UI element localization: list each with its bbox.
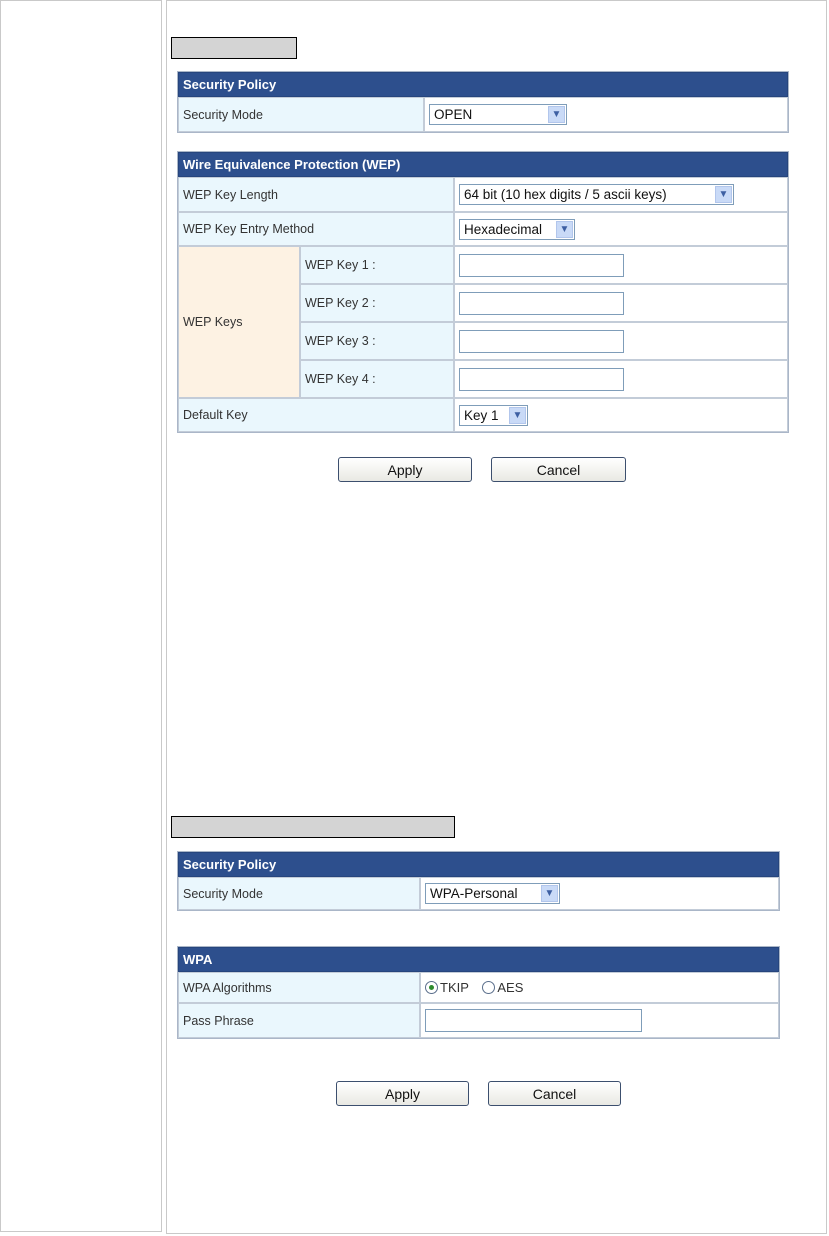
chevron-down-icon: ▼	[541, 885, 558, 902]
key-length-label: WEP Key Length	[178, 177, 454, 212]
wep-key-2-label: WEP Key 2 :	[300, 284, 454, 322]
wep-security-policy-table	[177, 71, 789, 133]
chevron-down-icon: ▼	[509, 407, 526, 424]
security-mode-value: WPA-Personal	[430, 886, 518, 901]
section-caption-wpa-personal	[171, 816, 455, 838]
wep-keys-group-label: WEP Keys	[178, 246, 300, 398]
security-mode-value: OPEN	[434, 107, 473, 122]
wep-key-3-label: WEP Key 3 :	[300, 322, 454, 360]
section-caption-open-wep	[171, 37, 297, 59]
key-length-select[interactable]	[459, 184, 734, 205]
wpa-cancel-button[interactable]: Cancel	[488, 1081, 621, 1106]
chevron-down-icon: ▼	[548, 106, 565, 123]
wep-key-3-input[interactable]	[459, 330, 624, 353]
tkip-radio[interactable]	[425, 981, 438, 994]
wep-apply-button[interactable]: Apply	[338, 457, 472, 482]
wep-key-2-input[interactable]	[459, 292, 624, 315]
wpa-settings-table	[177, 946, 780, 1039]
wep-key-1-input[interactable]	[459, 254, 624, 277]
security-policy-header: Security Policy	[178, 852, 779, 877]
wep-settings-table	[177, 151, 789, 433]
pass-phrase-input[interactable]	[425, 1009, 642, 1032]
wpa-header: WPA	[178, 947, 779, 972]
wep-cancel-button[interactable]: Cancel	[491, 457, 626, 482]
wep-key-4-input[interactable]	[459, 368, 624, 391]
default-key-value: Key 1	[464, 407, 499, 423]
wep-key-4-label: WEP Key 4 :	[300, 360, 454, 398]
entry-method-label: WEP Key Entry Method	[178, 212, 454, 246]
security-mode-label: Security Mode	[178, 877, 420, 910]
security-policy-header: Security Policy	[178, 72, 788, 97]
key-length-value: 64 bit (10 hex digits / 5 ascii keys)	[464, 187, 667, 202]
security-mode-select[interactable]	[425, 883, 560, 904]
pass-phrase-label: Pass Phrase	[178, 1003, 420, 1038]
default-key-label: Default Key	[178, 398, 454, 432]
wpa-security-policy-table	[177, 851, 780, 911]
default-key-select[interactable]	[459, 405, 528, 426]
wpa-algorithms-label: WPA Algorithms	[178, 972, 420, 1003]
aes-radio[interactable]	[482, 981, 495, 994]
chevron-down-icon: ▼	[556, 221, 573, 238]
entry-method-select[interactable]	[459, 219, 575, 240]
wpa-apply-button[interactable]: Apply	[336, 1081, 469, 1106]
wep-header: Wire Equivalence Protection (WEP)	[178, 152, 788, 177]
wep-key-1-label: WEP Key 1 :	[300, 246, 454, 284]
entry-method-value: Hexadecimal	[464, 221, 543, 237]
aes-radio-label: AES	[497, 980, 524, 996]
security-mode-label: Security Mode	[178, 97, 424, 132]
chevron-down-icon: ▼	[715, 186, 732, 203]
security-mode-select[interactable]	[429, 104, 567, 125]
left-navigation-frame	[0, 0, 162, 1232]
tkip-radio-label: TKIP	[440, 980, 469, 996]
